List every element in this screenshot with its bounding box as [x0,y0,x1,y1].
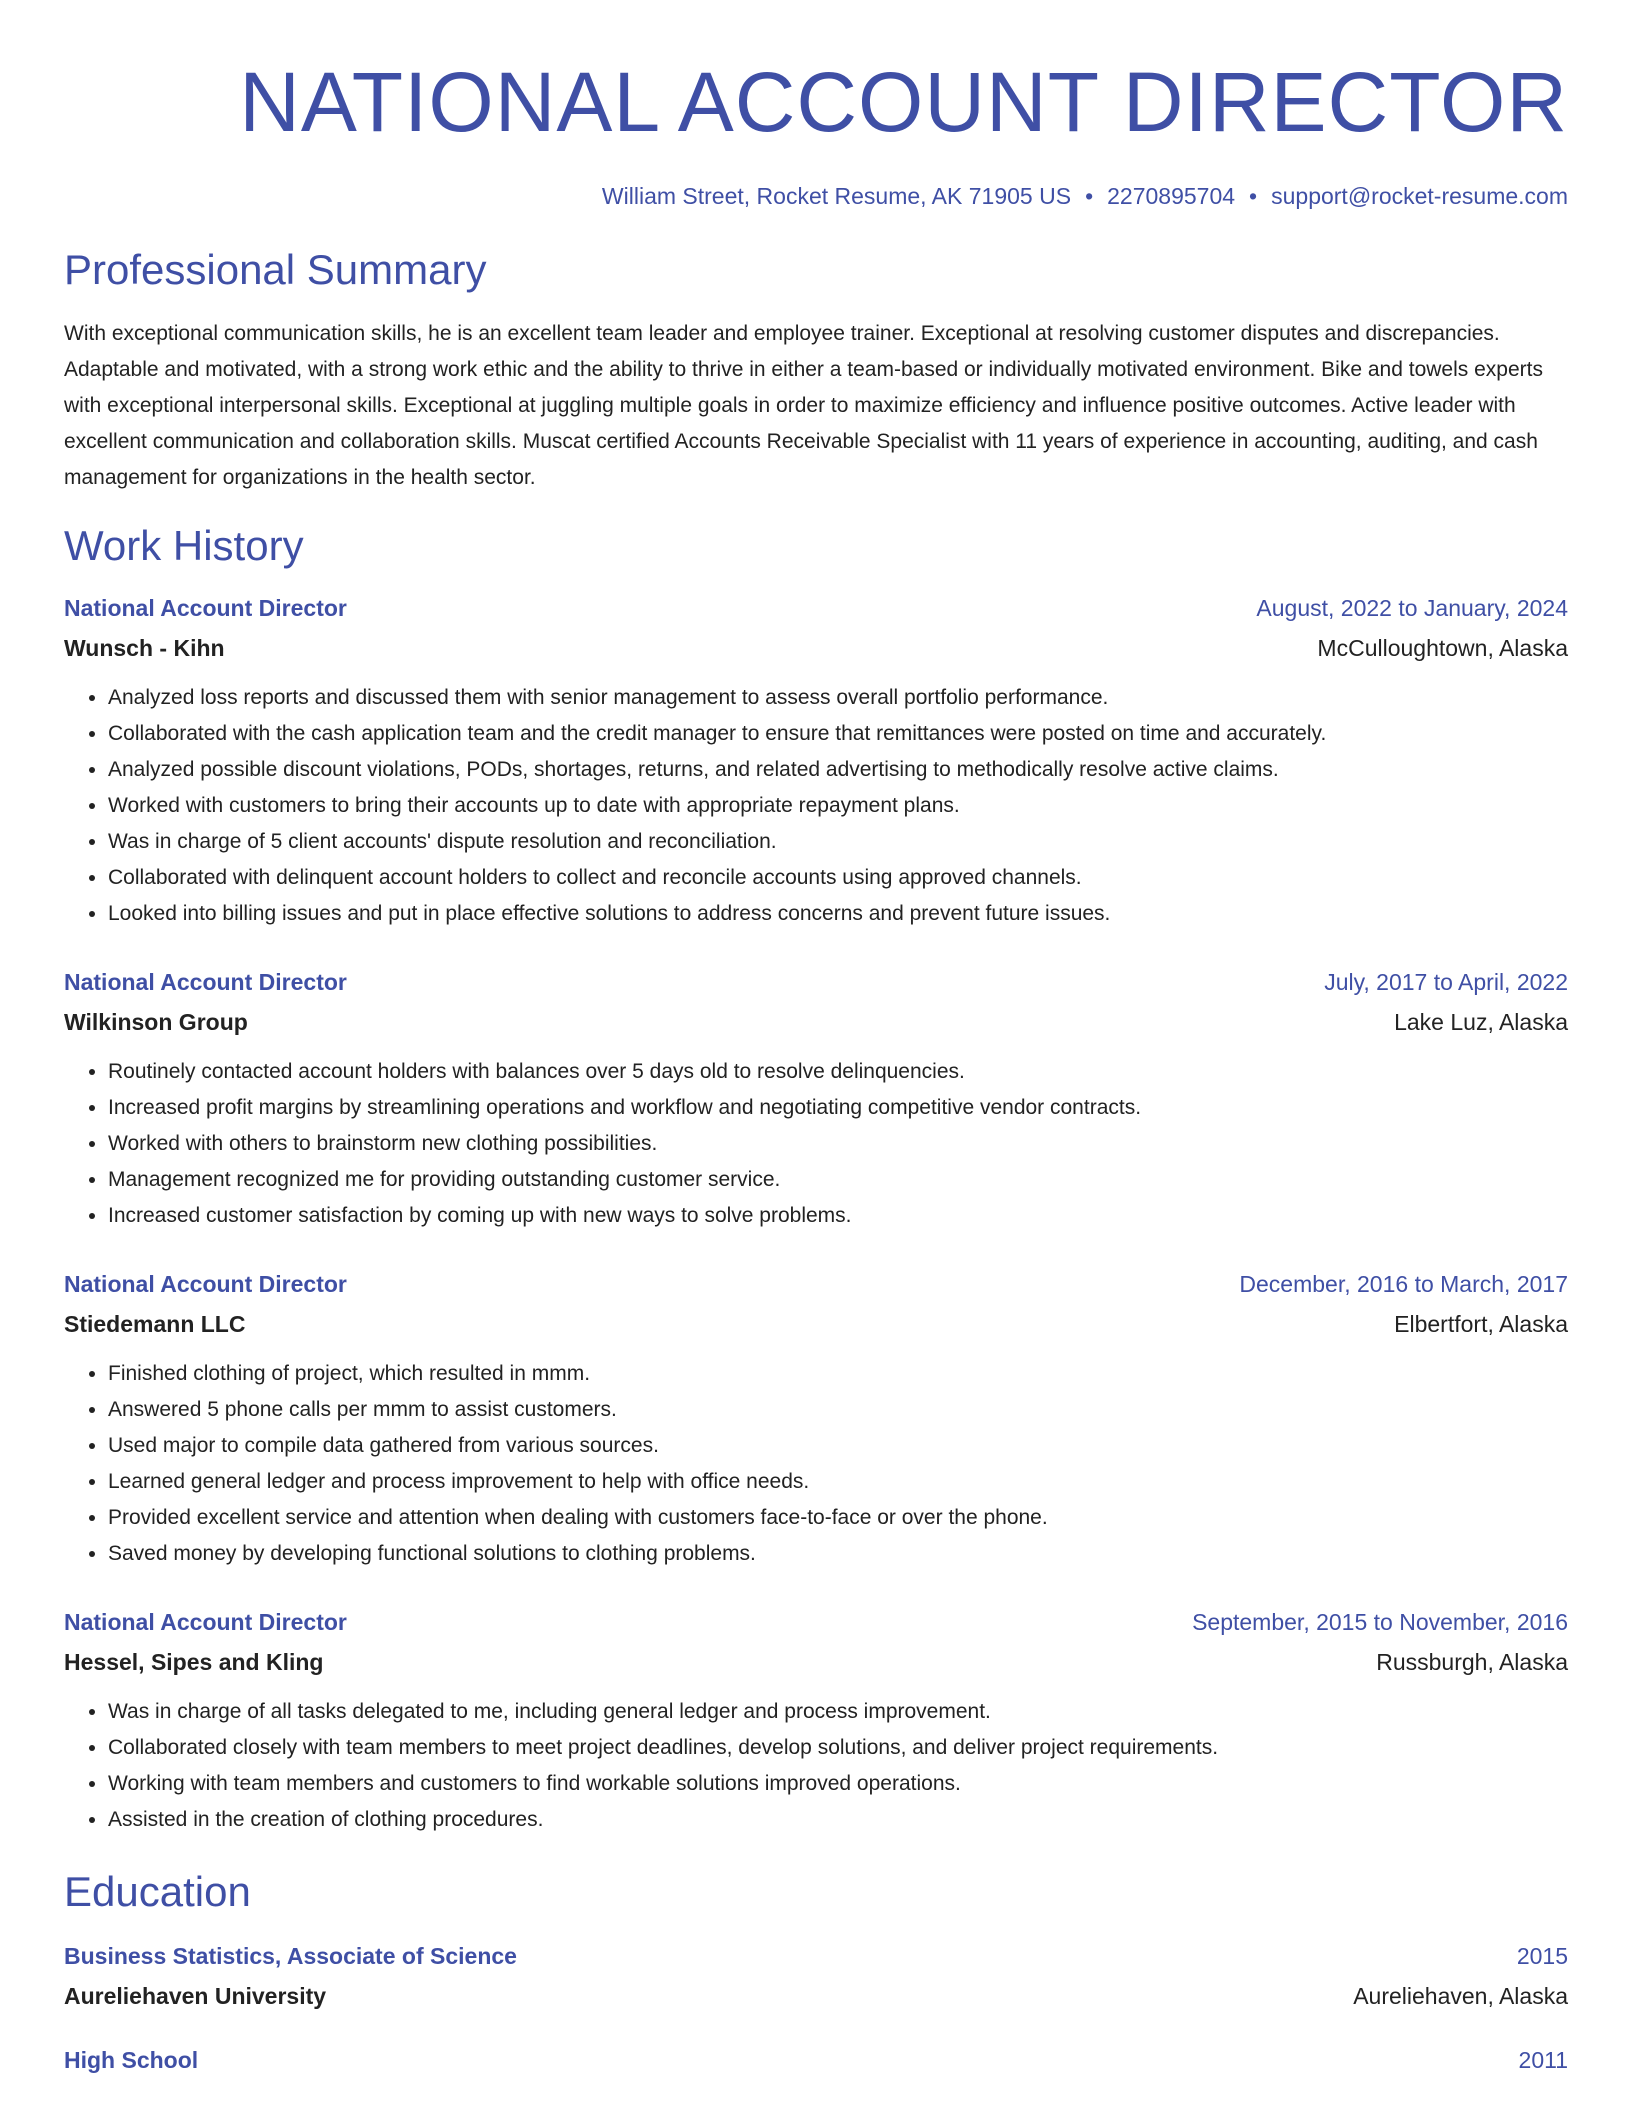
education-heading: Education [64,1868,251,1915]
job-bullet: • Was in charge of 5 client accounts' dispute resolution and reconciliation. [108,824,1568,860]
job-dates: July, 2017 to April, 2022 [1324,969,1568,995]
job-bullet: • Collaborated with delinquent account holders to collect and reconcile accounts using approved channels. [108,860,1568,896]
contact-line [64,180,1568,212]
job-bullet: • Finished clothing of project, which resulted in mmm. [108,1356,1568,1392]
job-location: McCulloughtown, Alaska [1317,635,1568,661]
contact-email[interactable]: support@rocket-resume.com [1271,183,1568,209]
job-entry [64,592,1568,932]
job-company: Wilkinson Group [64,1009,248,1035]
job-title: National Account Director [64,1271,347,1297]
job-bullet: • Provided excellent service and attention when dealing with customers face-to-face or over the phone. [108,1500,1568,1536]
job-bullet: • Collaborated with the cash application team and the credit manager to ensure that remittances were posted on time and accurately. [108,716,1568,752]
job-entry [64,966,1568,1234]
job-bullets [64,1356,1568,1572]
contact-phone: 2270895704 [1107,183,1236,209]
job-company: Hessel, Sipes and Kling [64,1649,324,1675]
education-entry [64,2044,1568,2076]
contact-separator: • [1249,183,1258,209]
job-bullet: • Analyzed possible discount violations, PODs, shortages, returns, and related advertising to methodically resolve active claims. [108,752,1568,788]
job-title: National Account Director [64,969,347,995]
education-degree: High School [64,2047,199,2073]
education-year: 2015 [1516,1943,1568,1969]
job-bullet: • Looked into billing issues and put in place effective solutions to address concerns and prevent future issues. [108,896,1568,932]
job-bullet: • Increased customer satisfaction by coming up with new ways to solve problems. [108,1198,1568,1234]
job-bullet: • Was in charge of all tasks delegated to me, including general ledger and process improvement. [108,1694,1568,1730]
job-bullet: • Used major to compile data gathered from various sources. [108,1428,1568,1464]
contact-separator: • [1085,183,1094,209]
job-entry [64,1268,1568,1572]
job-dates: September, 2015 to November, 2016 [1192,1609,1568,1635]
job-title: National Account Director [64,595,347,621]
job-bullet: • Management recognized me for providing outstanding customer service. [108,1162,1568,1198]
job-bullet: • Working with team members and customers to find workable solutions improved operations. [108,1766,1568,1802]
summary-heading: Professional Summary [64,246,487,293]
education-school: Aureliehaven University [64,1983,327,2009]
education-degree: Business Statistics, Associate of Science [64,1943,517,1969]
resume-title: NATIONAL ACCOUNT DIRECTOR [239,55,1568,149]
summary-text: With exceptional communication skills, he is an excellent team leader and employee trainer. Exceptional at resolving customer disputes and discrepancies. Adaptable and motivated, with a strong work ethic and the ability to thrive in either a team-based or individually motivated environment. Bike and towels experts with exceptional interpersonal skills. Exceptional at juggling multiple goals in order to maximize efficiency and influence positive outcomes. Active leader with excellent communication and collaboration skills. Muscat certified Accounts Receivable Specialist with 11 years of experience in accounting, auditing, and cash management for organizations in the health sector. [64,322,1543,489]
job-dates: August, 2022 to January, 2024 [1256,595,1568,621]
job-bullet: • Assisted in the creation of clothing procedures. [108,1802,1568,1838]
education-location: Aureliehaven, Alaska [1353,1983,1568,2009]
job-bullets [64,1694,1568,1838]
contact-address: William Street, Rocket Resume, AK 71905 US [601,183,1072,209]
job-entry [64,1606,1568,1838]
job-dates: December, 2016 to March, 2017 [1239,1271,1568,1297]
job-bullet: • Saved money by developing functional solutions to clothing problems. [108,1536,1568,1572]
job-bullet: • Increased profit margins by streamlining operations and workflow and negotiating competitive vendor contracts. [108,1090,1568,1126]
job-bullet: • Analyzed loss reports and discussed them with senior management to assess overall portfolio performance. [108,680,1568,716]
education-year: 2011 [1518,2047,1568,2073]
job-bullet: • Routinely contacted account holders with balances over 5 days old to resolve delinquencies. [108,1054,1568,1090]
job-bullet: • Collaborated closely with team members to meet project deadlines, develop solutions, and deliver project requirements. [108,1730,1568,1766]
job-bullet: • Learned general ledger and process improvement to help with office needs. [108,1464,1568,1500]
job-location: Lake Luz, Alaska [1394,1009,1568,1035]
job-company: Wunsch - Kihn [64,635,225,661]
job-bullet: • Worked with customers to bring their accounts up to date with appropriate repayment plans. [108,788,1568,824]
job-title: National Account Director [64,1609,347,1635]
job-location: Elbertfort, Alaska [1394,1311,1568,1337]
job-bullet: • Worked with others to brainstorm new clothing possibilities. [108,1126,1568,1162]
job-location: Russburgh, Alaska [1376,1649,1568,1675]
job-bullets [64,1054,1568,1234]
job-company: Stiedemann LLC [64,1311,246,1337]
job-bullet: • Answered 5 phone calls per mmm to assist customers. [108,1392,1568,1428]
education-entry [64,1940,1568,2012]
job-bullets [64,680,1568,932]
work-history-heading: Work History [64,522,304,569]
